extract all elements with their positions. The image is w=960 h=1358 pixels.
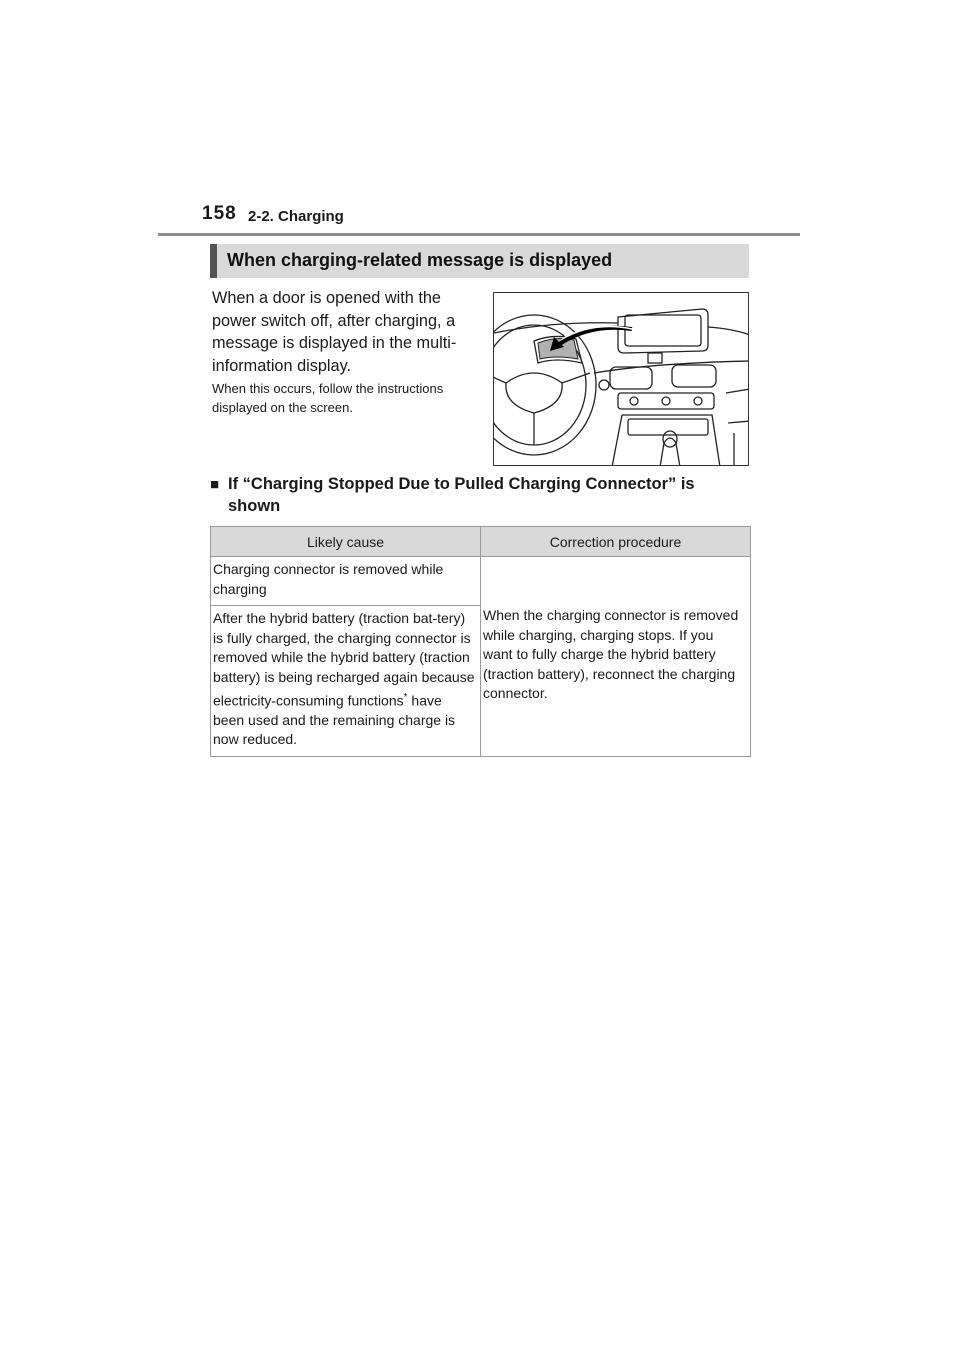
table-row bbox=[211, 557, 751, 606]
square-bullet-icon: ■ bbox=[210, 476, 220, 493]
section-label: 2-2. Charging bbox=[248, 208, 344, 225]
intro-text: When a door is opened with the power switch off, after charging, a message is displayed in the multi-information display. bbox=[212, 289, 457, 375]
footnote-mark: * bbox=[403, 691, 408, 703]
column-header-likely-cause: Likely cause bbox=[211, 527, 481, 557]
cause-correction-table bbox=[210, 526, 751, 757]
correction-cell: When the charging connector is removed while charging, charging stops. If you want to fully charge the hybrid battery (traction battery), reconnect the charging connector. bbox=[481, 557, 751, 757]
intro-note: When this occurs, follow the instructions displayed on the screen. bbox=[212, 381, 444, 415]
cause-cell bbox=[211, 606, 481, 757]
section-heading: When charging-related message is displayed bbox=[227, 250, 613, 270]
dashboard-illustration bbox=[493, 292, 749, 466]
cause-text-tail: have been used and the remaining charge is now reduced. bbox=[213, 692, 456, 748]
dashboard-drawing bbox=[494, 293, 749, 466]
cause-text: After the hybrid battery (traction bat-tery) is fully charged, the charging connector is removed while the hybrid battery (traction battery) is being recharged again because electricity-consuming functions bbox=[213, 610, 475, 709]
subsection-heading bbox=[210, 474, 750, 517]
table-header-row bbox=[211, 527, 751, 557]
column-header-correction: Correction procedure bbox=[481, 527, 751, 557]
page-number: 158 bbox=[202, 203, 237, 224]
section-heading-bar bbox=[210, 244, 749, 278]
subsection-title: If “Charging Stopped Due to Pulled Charging Connector” is shown bbox=[228, 475, 695, 515]
cause-cell: Charging connector is removed while charging bbox=[211, 557, 481, 606]
header-rule bbox=[158, 233, 800, 236]
